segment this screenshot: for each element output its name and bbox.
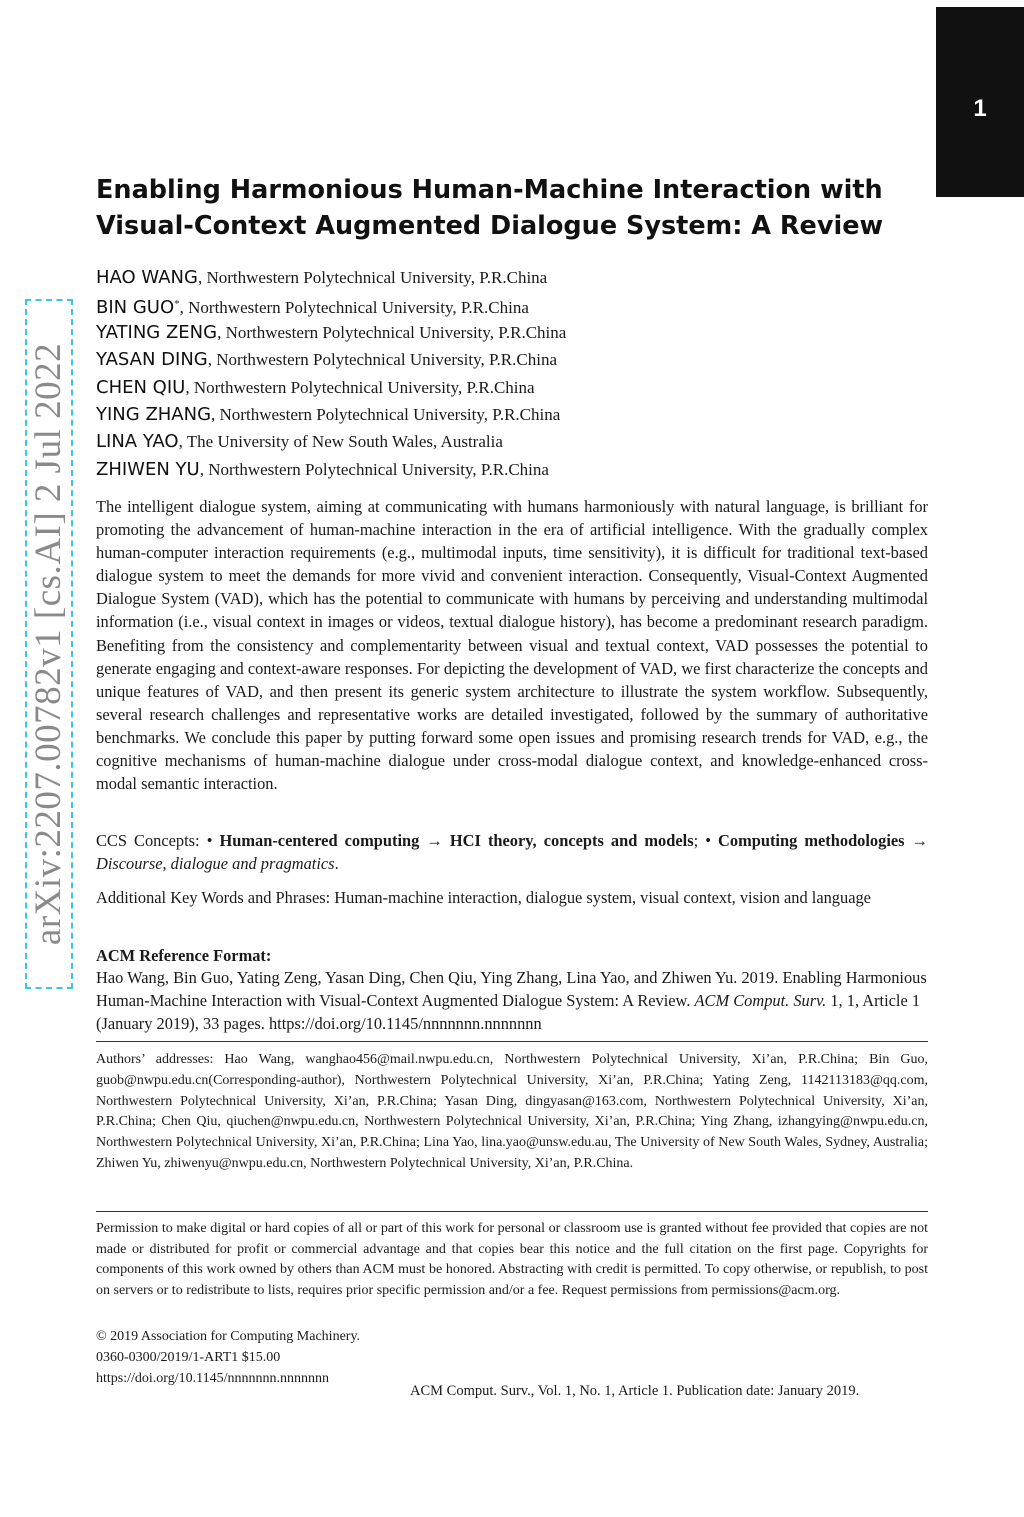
ccs-end: .: [334, 854, 339, 873]
author-affiliation: , Northwestern Polytechnical University, P.R.China: [197, 268, 548, 287]
page-number: 1: [973, 95, 987, 122]
author-entry: [96, 374, 916, 401]
abstract: The intelligent dialogue system, aiming at communicating with humans harmoniously with natural language, is brilliant for promoting the advancement of human-machine interaction in the era of artificial intelligence. With the gradually complex human-computer interaction requirements (e.g., multimodal inputs, time sensitivity), it is difficult for traditional text-based dialogue system to meet the demands for more vivid and convenient interaction. Consequently, Visual-Context Augmented Dialogue System (VAD), which has the potential to communicate with humans by perceiving and understanding multimodal information (i.e., visual context in images or videos, textual dialogue history), has become a predominant research paradigm. Benefiting from the consistency and complementarity between visual and textual context, VAD possesses the potential to generate engaging and context-aware responses. For depicting the development of VAD, we first characterize the concepts and unique features of VAD, and then present its generic system architecture to illustrate the system workflow. Subsequently, several research challenges and representative works are detailed investigated, followed by the summary of authoritative benchmarks. We conclude this paper by putting forward some open issues and promising research trends for VAD, e.g., the cognitive mechanisms of human-machine dialogue under cross-modal dialogue context, and knowledge-enhanced cross-modal semantic interaction.: [96, 497, 928, 794]
reference-format: [96, 966, 928, 1035]
author-name: LINA YAO: [96, 431, 179, 453]
section-divider: [96, 1041, 928, 1042]
ccs-prefix: CCS Concepts: •: [96, 831, 220, 850]
author-name: ZHIWEN YU: [96, 458, 200, 480]
author-name: CHEN QIU: [96, 376, 186, 398]
author-name: YATING ZENG: [96, 321, 218, 343]
keywords: Additional Key Words and Phrases: Human-machine interaction, dialogue system, visual context, vision and language: [96, 888, 871, 907]
author-entry: [96, 346, 916, 373]
reference-journal: ACM Comput. Surv.: [694, 991, 827, 1010]
author-entry: [96, 319, 916, 346]
reference-text: Hao Wang, Bin Guo, Yating Zeng, Yasan Ding, Chen Qiu, Ying Zhang, Lina Yao, and Zhiwen Yu. 2019. Enabling Harmonious Human-Machine Interaction with Visual-Context Augmented Dialogue System: A Review.: [96, 968, 927, 1010]
author-entry: [96, 291, 916, 318]
arxiv-stamp: arXiv:2207.00782v1 [cs.AI] 2 Jul 2022: [25, 299, 73, 989]
author-name: HAO WANG: [96, 267, 198, 288]
author-name: YASAN DING: [96, 349, 208, 371]
copyright-line: © 2019 Association for Computing Machinery.: [96, 1329, 361, 1344]
ccs-arrow-2: →: [904, 831, 929, 850]
ccs-arrow-1: →: [419, 831, 450, 850]
ccs-concepts: [96, 829, 928, 875]
ccs-concept-4: Discourse, dialogue and pragmatics: [96, 854, 335, 873]
author-affiliation: , Northwestern Polytechnical University, P.R.China: [185, 377, 535, 397]
author-entry: [96, 401, 916, 428]
page-number-tab: [936, 7, 1024, 197]
author-affiliation: , Northwestern Polytechnical University, P.R.China: [179, 298, 529, 318]
author-affiliation: , Northwestern Polytechnical University, P.R.China: [211, 404, 561, 424]
reference-tail: 1, 1, Article 1 (January 2019), 33 pages. https://doi.org/10.1145/nnnnnnn.nnnnnnn: [96, 991, 921, 1033]
author-list: [96, 264, 916, 483]
author-affiliation: , Northwestern Polytechnical University, P.R.China: [207, 350, 558, 370]
author-name: YING ZHANG: [96, 403, 212, 425]
paper-title: [96, 172, 916, 244]
corresponding-author-mark: *: [174, 298, 180, 311]
author-entry: [96, 456, 916, 483]
ccs-separator: ; •: [693, 831, 719, 850]
doi-line: https://doi.org/10.1145/nnnnnnn.nnnnnnn: [96, 1371, 329, 1386]
reference-format-heading: ACM Reference Format:: [96, 946, 272, 965]
author-entry: [96, 264, 916, 291]
title-line-2: Visual-Context Augmented Dialogue System: A Review: [96, 211, 884, 241]
author-affiliation: , The University of New South Wales, Australia: [178, 432, 503, 452]
section-divider: [96, 1211, 928, 1212]
page-footer: ACM Comput. Surv., Vol. 1, No. 1, Article 1. Publication date: January 2019.: [410, 1383, 860, 1399]
ccs-concept-2: HCI theory, concepts and models: [449, 831, 694, 850]
ccs-concept-1: Human-centered computing: [219, 831, 420, 850]
author-affiliation: , Northwestern Polytechnical University, P.R.China: [199, 459, 549, 479]
author-name: BIN GUO: [96, 297, 175, 319]
title-line-1: Enabling Harmonious Human-Machine Interaction with: [96, 175, 883, 205]
issn-line: 0360-0300/2019/1-ART1 $15.00: [96, 1350, 281, 1365]
permission-notice: Permission to make digital or hard copies of all or part of this work for personal or classroom use is granted without fee provided that copies are not made or distributed for profit or commercial advantage and that copies bear this notice and the full citation on the first page. Copyrights for components of this work owned by others than ACM must be honored. Abstracting with credit is permitted. To copy otherwise, or republish, to post on servers or to redistribute to lists, requires prior specific permission and/or a fee. Request permissions from permissions@acm.org.: [96, 1221, 928, 1298]
author-affiliation: , Northwestern Polytechnical University, P.R.China: [217, 322, 567, 342]
author-entry: [96, 428, 916, 455]
author-addresses: Authors’ addresses: Hao Wang, wanghao456@mail.nwpu.edu.cn, Northwestern Polytechnical University, Xi’an, P.R.China; Bin Guo, guob@nwpu.edu.cn(Corresponding-author), Northwestern Polytechnical University, Xi’an, P.R.China; Yating Zeng, 1142113183@qq.com, Northwestern Polytechnical University, Xi’an, P.R.China; Yasan Ding, dingyasan@163.com, Northwestern Polytechnical University, Xi’an, P.R.China; Chen Qiu, qiuchen@nwpu.edu.cn, Northwestern Polytechnical University, Xi’an, P.R.China; Ying Zhang, izhangying@nwpu.edu.cn, Northwestern Polytechnical University, Xi’an, P.R.China; Lina Yao, lina.yao@unsw.edu.au, The University of New South Wales, Sydney, Australia; Zhiwen Yu, zhiwenyu@nwpu.edu.cn, Northwestern Polytechnical University, Xi’an, P.R.China.: [96, 1052, 928, 1171]
ccs-concept-3: Computing methodologies: [718, 831, 905, 850]
